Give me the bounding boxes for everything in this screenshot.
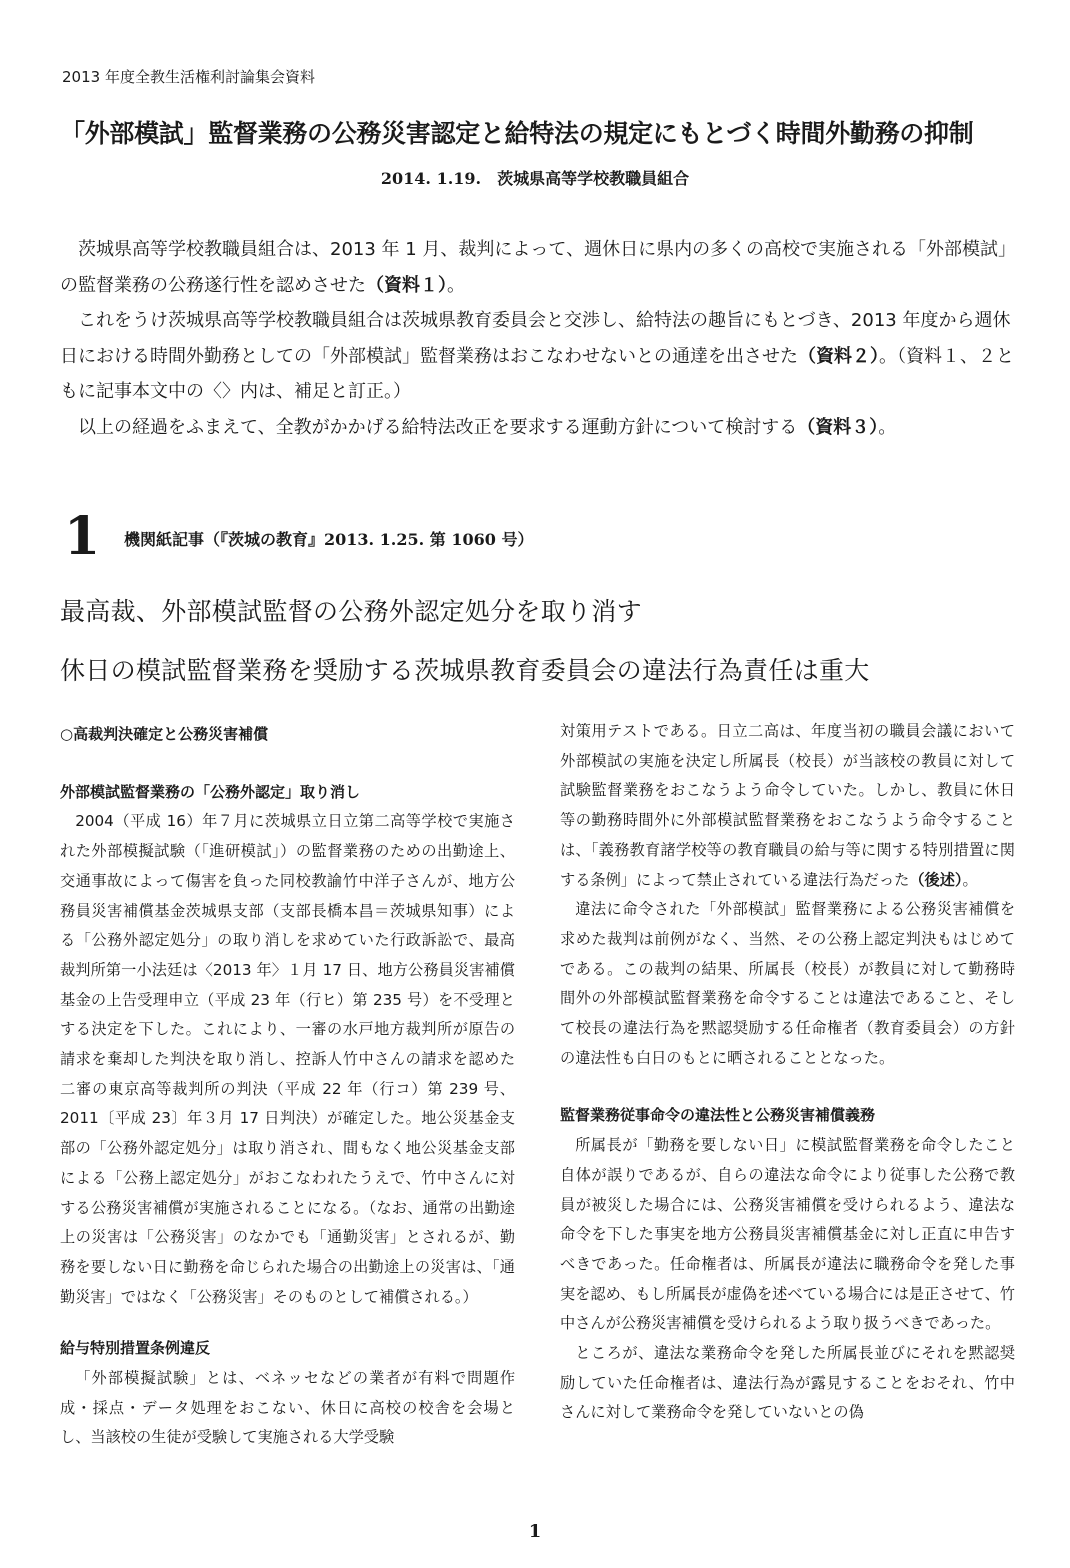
- intro-paragraph-1: 茨城県高等学校教職員組合は、2013 年 1 月、裁判によって、週休日に県内の多くの高校で実施される「外部模試」の監督業務の公務遂行性を認めさせた（資料１）。: [60, 239, 1017, 296]
- intro-section: [60, 232, 1020, 445]
- paragraph: 「外部模擬試験」とは、ベネッセなどの業者が有料で問題作成・採点・データ処理をおこない、休日に高校の校舎を会場とし、当該校の生徒が受験して実施される大学受験: [60, 1369, 515, 1447]
- paragraph: 所属長が「勤務を要しない日」に模試監督業務を命令したこと自体が誤りであるが、自らの違法な命令により従事した公務で教員が被災した場合には、公務災害補償を受けられるよう、違法な命令を下した事実を地方公務員災害補償基金に対し正直に申告すべきであった。任命権者は、所属長が違法に職務命令を発した事実を認め、もし所属長が虚偽を述べている場合には是正させて、竹中さんが公務災害補償を受けられるよう取り扱うべきであった。: [560, 1136, 1015, 1333]
- page-number: 1: [528, 1521, 542, 1542]
- section-number: 1: [64, 506, 101, 567]
- subheading: 監督業務従事命令の違法性と公務災害補償義務: [560, 1106, 876, 1125]
- subheading: 給与特別措置条例違反: [60, 1339, 211, 1358]
- section-subtitle: 機関紙記事（『茨城の教育』2013. 1.25. 第 1060 号）: [124, 530, 534, 549]
- subheading: 外部模試監督業務の「公務外認定」取り消し: [60, 782, 361, 801]
- headline-2: 休日の模試監督業務を奨励する茨城県教育委員会の違法行為責任は重大: [60, 656, 870, 685]
- intro-paragraph-3: 以上の経過をふまえて、全教がかかげる給特法改正を要求する運動方針について検討する（資料３）。: [78, 416, 897, 438]
- date-organization: 2014. 1.19. 茨城県高等学校教職員組合: [380, 169, 690, 188]
- document-title: 「外部模試」監督業務の公務災害認定と給特法の規定にもとづく時間外勤務の抑制: [60, 119, 974, 148]
- paragraph: 対策用テストである。日立二高は、年度当初の職員会議において外部模試の実施を決定し所属長（校長）が当該校の教員に対して試験監督業務をおこなうよう命令していた。しかし、教員に休日等の勤務時間外に外部模試監督業務をおこなうよう命令することは、「義務教育諸学校等の教育職員の給与等に関する特別措置に関する条例」によって禁止されている違法行為だった（後述）。: [560, 722, 1015, 889]
- column-heading: ○高裁判決確定と公務災害補償: [60, 725, 269, 743]
- headline-1: 最高裁、外部模試監督の公務外認定処分を取り消す: [60, 597, 642, 626]
- left-column: [60, 720, 515, 1453]
- header-note: 2013 年度全教生活権利討論集会資料: [62, 68, 315, 86]
- right-column: [560, 717, 1015, 1428]
- intro-paragraph-2: これをうけ茨城県高等学校教職員組合は茨城県教育委員会と交渉し、給特法の趣旨にもとづき、2013 年度から週休日における時間外勤務としての「外部模試」監督業務はおこなわせないとの通達を出させた（資料２）。（資料１、２ともに記事本文中の〈〉内は、補足と訂正。）: [60, 310, 1014, 402]
- paragraph: 2004（平成 16）年７月に茨城県立日立第二高等学校で実施された外部模擬試験（「進研模試」）の監督業務のための出勤途上、交通事故によって傷害を負った同校教諭竹中洋子さんが、地方公務員災害補償基金茨城県支部（支部長橋本昌＝茨城県知事）による「公務外認定処分」の取り消しを求めていた行政訴訟で、最高裁判所第一小法廷は〈2013 年〉１月 17 日、地方公務員災害補償基金の上告受理申立（平成 23 年（行ヒ）第 235 号）を不受理とする決定を下した。これにより、一審の水戸地方裁判所が原告の請求を棄却した判決を取り消し、控訴人竹中さんの請求を認めた二審の東京高等裁判所の判決（平成 22 年（行コ）第 239 号、2011〔平成 23〕年３月 17 日判決）が確定した。地公災基金支部の「公務外認定処分」は取り消され、間もなく地公災基金支部による「公務上認定処分」がおこなわれたうえで、竹中さんに対する公務災害補償が実施されることになる。（なお、通常の出勤途上の災害は「公務災害」のなかでも「通勤災害」とされるが、勤務を要しない日に勤務を命じられた場合の出勤途上の災害は、「通勤災害」ではなく「公務災害」そのものとして補償される。）: [60, 812, 515, 1306]
- paragraph: 違法に命令された「外部模試」監督業務による公務災害補償を求めた裁判は前例がなく、当然、その公務上認定判決もはじめてである。この裁判の結果、所属長（校長）が教員に対して勤務時間外の外部模試監督業務を命令することは違法であること、そして校長の違法行為を黙認奨励する任命権者（教育委員会）の方針の違法性も白日のもとに晒されることとなった。: [560, 900, 1015, 1067]
- paragraph: ところが、違法な業務命令を発した所属長並びにそれを黙認奨励していた任命権者は、違法行為が露見することをおそれ、竹中さんに対して業務命令を発していないとの偽: [560, 1344, 1015, 1422]
